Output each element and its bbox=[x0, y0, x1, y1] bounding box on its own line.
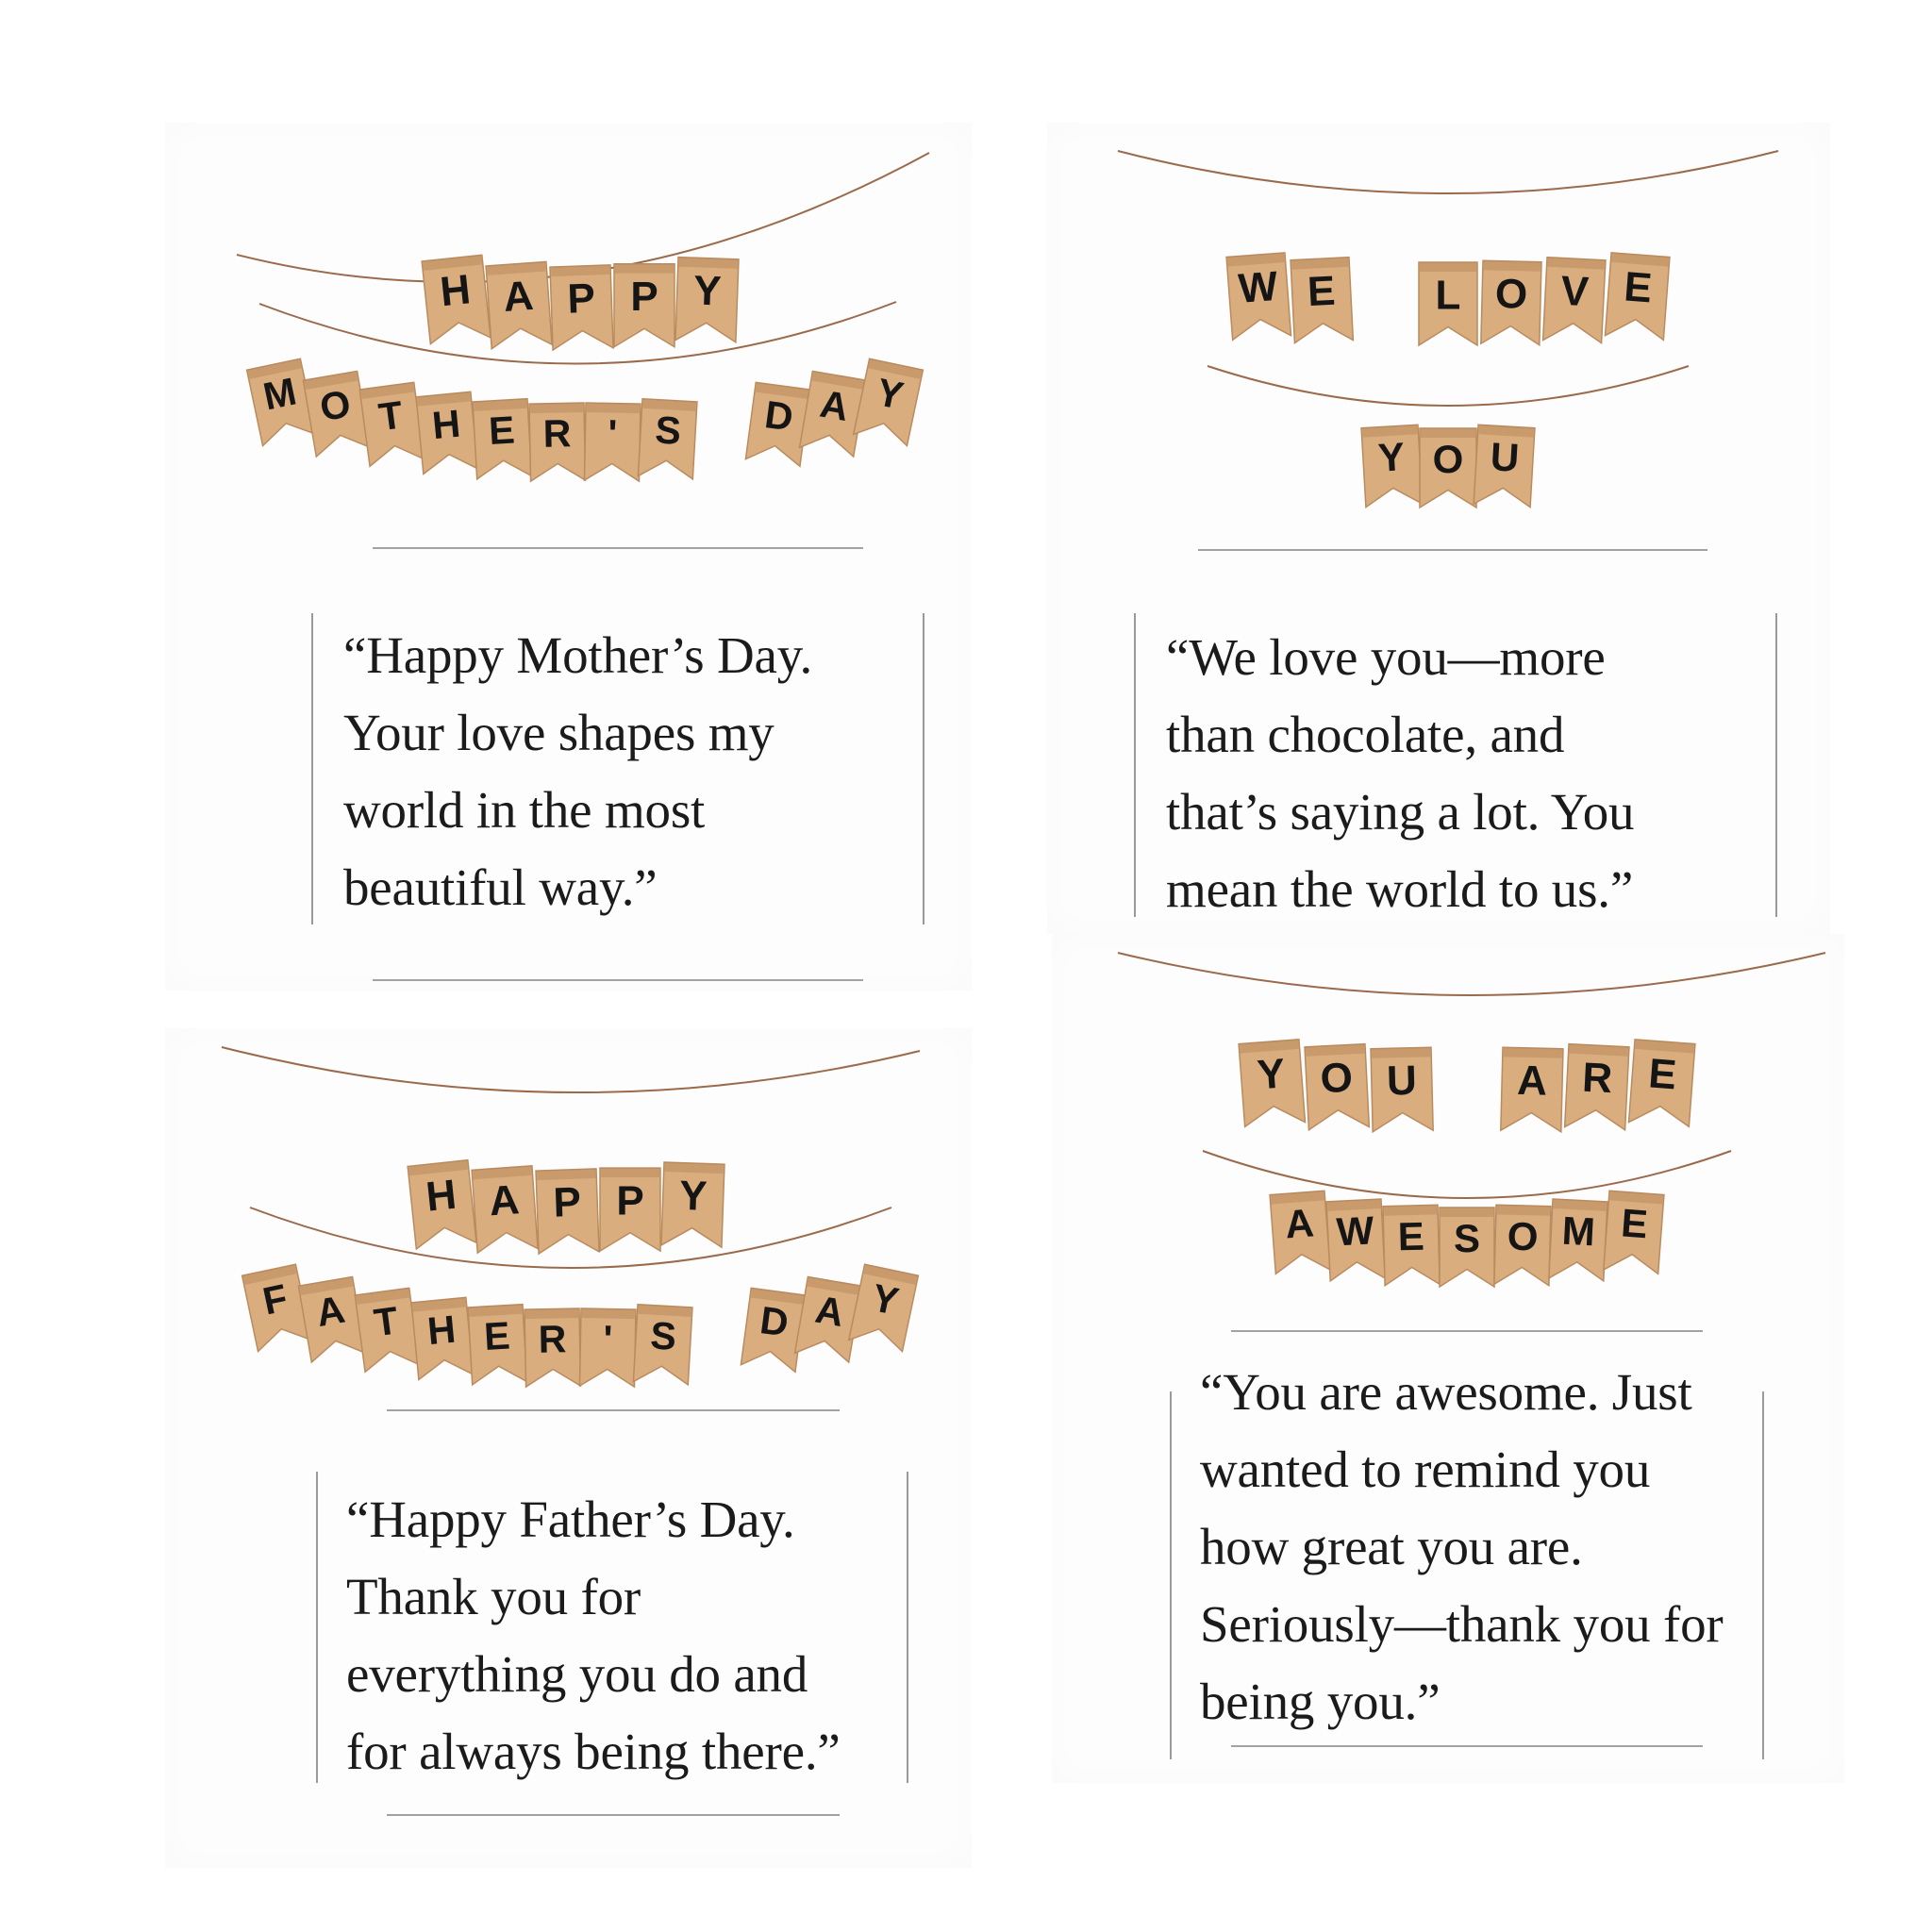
quote-line: Thank you for bbox=[346, 1568, 641, 1625]
bunting-flag bbox=[1291, 258, 1353, 343]
bunting-flag bbox=[298, 1276, 365, 1362]
bunting-letter: H bbox=[424, 1171, 459, 1221]
bunting-letter: A bbox=[1283, 1200, 1316, 1247]
divider-bottom bbox=[1231, 1745, 1703, 1747]
quote-line: “We love you—more bbox=[1166, 628, 1606, 686]
quote-line: “Happy Mother’s Day. bbox=[343, 626, 812, 684]
bunting-letter: A bbox=[487, 1176, 521, 1225]
bunting-letter: O bbox=[316, 381, 355, 430]
quote-line: being you.” bbox=[1200, 1673, 1441, 1730]
divider-bottom bbox=[373, 979, 863, 981]
bunting-letter: E bbox=[1397, 1213, 1425, 1259]
bunting-letter: E bbox=[1622, 263, 1654, 312]
quote-frame bbox=[1134, 613, 1777, 917]
card-you-are-awesome bbox=[1052, 934, 1844, 1783]
bunting-fold bbox=[1504, 1047, 1562, 1058]
banner-string bbox=[1203, 1151, 1731, 1198]
bunting-flag bbox=[525, 1308, 581, 1387]
quote-line: Seriously—thank you for bbox=[1200, 1595, 1724, 1653]
bunting-flag bbox=[1604, 1191, 1664, 1274]
bunting-flag bbox=[247, 358, 317, 445]
bunting-flag bbox=[638, 399, 697, 479]
bunting-letter: W bbox=[1335, 1208, 1375, 1255]
bunting-letter: E bbox=[1646, 1050, 1678, 1099]
bunting-flag bbox=[486, 261, 552, 348]
bunting-letter: P bbox=[616, 1177, 644, 1224]
bunting-flag bbox=[408, 1160, 476, 1249]
bunting-letter: Y bbox=[868, 1275, 903, 1324]
banner-mothers-day bbox=[165, 123, 972, 519]
bunting-flag bbox=[1543, 258, 1606, 343]
bunting-flag bbox=[1270, 1191, 1330, 1274]
bunting-flag bbox=[800, 371, 867, 457]
bunting-flag bbox=[579, 1308, 636, 1387]
bunting-fold bbox=[1484, 260, 1541, 271]
bunting-flag bbox=[1549, 1199, 1607, 1281]
bunting-fold bbox=[1420, 262, 1476, 272]
bunting-flag bbox=[1305, 1044, 1369, 1130]
bunting-letter: A bbox=[1516, 1057, 1548, 1105]
quote-frame bbox=[1170, 1363, 1764, 1759]
bunting-letter: A bbox=[817, 381, 853, 430]
bunting-letter: R bbox=[538, 1317, 567, 1361]
banner-we-love-you bbox=[1047, 123, 1830, 519]
bunting-fold bbox=[1372, 1047, 1430, 1058]
bunting-letter: Y bbox=[1376, 434, 1407, 480]
divider-top bbox=[1231, 1330, 1703, 1332]
bunting-letter: D bbox=[758, 1298, 791, 1345]
bunting-letter: P bbox=[552, 1178, 582, 1226]
bunting-letter: F bbox=[258, 1275, 291, 1324]
bunting-letter: O bbox=[1507, 1213, 1540, 1259]
quote-frame bbox=[316, 1472, 908, 1783]
bunting-letter: M bbox=[259, 369, 301, 419]
banner-you-are-awesome bbox=[1052, 934, 1844, 1330]
banner-string bbox=[1118, 151, 1778, 193]
bunting-letter: A bbox=[312, 1287, 348, 1336]
banner-fathers-day bbox=[165, 1028, 972, 1424]
banner-string bbox=[1118, 953, 1825, 995]
bunting-flag bbox=[1501, 1047, 1563, 1132]
quote-text bbox=[346, 1481, 841, 1790]
bunting-flag bbox=[1326, 1199, 1385, 1281]
bunting-letter: T bbox=[371, 1298, 401, 1345]
bunting-letter: O bbox=[1432, 437, 1464, 482]
bunting-letter: E bbox=[1619, 1200, 1650, 1247]
bunting-letter: L bbox=[1435, 272, 1461, 319]
bunting-letter: S bbox=[649, 1313, 678, 1358]
bunting-flag bbox=[854, 358, 924, 445]
bunting-letter: H bbox=[438, 266, 474, 316]
bunting-letter: ' bbox=[608, 411, 618, 456]
bunting-flag bbox=[741, 1288, 805, 1372]
quote-line: world in the most bbox=[343, 781, 706, 839]
bunting-letter: M bbox=[1560, 1208, 1597, 1255]
quote-line: how great you are. bbox=[1200, 1518, 1583, 1575]
card-mothers-day bbox=[165, 123, 972, 991]
bunting-flag bbox=[355, 1288, 419, 1372]
quote-line: “You are awesome. Just bbox=[1200, 1363, 1692, 1421]
bunting-letter: Y bbox=[1256, 1050, 1288, 1099]
quote-line: “Happy Father’s Day. bbox=[346, 1491, 795, 1548]
bunting-letter: A bbox=[812, 1287, 848, 1336]
bunting-flag bbox=[661, 1162, 724, 1247]
card-fathers-day bbox=[165, 1028, 972, 1868]
bunting-flag bbox=[536, 1169, 599, 1254]
quote-line: beautiful way.” bbox=[343, 858, 658, 916]
bunting-flag bbox=[1239, 1040, 1305, 1127]
bunting-letter: ' bbox=[603, 1317, 613, 1361]
bunting-flag bbox=[1606, 253, 1670, 340]
bunting-letter: E bbox=[1306, 267, 1337, 316]
bunting-letter: R bbox=[542, 411, 572, 456]
bunting-letter: S bbox=[1453, 1216, 1481, 1261]
bunting-letter: Y bbox=[692, 267, 723, 315]
quote-line: than chocolate, and bbox=[1166, 706, 1565, 763]
bunting-letter: D bbox=[762, 392, 796, 440]
banner-string bbox=[237, 153, 929, 282]
quote-line: everything you do and bbox=[346, 1645, 808, 1703]
bunting-letter: S bbox=[654, 408, 683, 453]
bunting-flag bbox=[1440, 1208, 1494, 1287]
bunting-flag bbox=[411, 1297, 473, 1379]
quote-text bbox=[1166, 619, 1634, 928]
bunting-letter: V bbox=[1559, 267, 1591, 316]
quote-line: mean the world to us.” bbox=[1166, 860, 1634, 918]
bunting-flag bbox=[1361, 425, 1423, 507]
bunting-flag bbox=[633, 1305, 692, 1385]
bunting-flag bbox=[473, 399, 532, 479]
quote-frame bbox=[311, 613, 924, 924]
divider-top bbox=[1198, 549, 1707, 551]
bunting-letter: O bbox=[1494, 270, 1528, 318]
bunting-letter: Y bbox=[873, 370, 908, 418]
bunting-flag bbox=[614, 264, 675, 347]
bunting-flag bbox=[359, 382, 424, 466]
divider-top bbox=[373, 547, 863, 549]
quote-line: that’s saying a lot. You bbox=[1166, 783, 1635, 841]
quote-line: Your love shapes my bbox=[343, 704, 774, 761]
quote-text bbox=[1200, 1354, 1724, 1740]
bunting-letter: R bbox=[1581, 1054, 1614, 1103]
bunting-flag bbox=[422, 255, 491, 343]
bunting-flag bbox=[468, 1305, 527, 1385]
bunting-letter: W bbox=[1237, 262, 1280, 312]
bunting-flag bbox=[1371, 1047, 1433, 1132]
bunting-letter: O bbox=[1319, 1054, 1355, 1103]
bunting-letter: U bbox=[1386, 1057, 1418, 1105]
bunting-flag bbox=[675, 258, 739, 342]
divider-bottom bbox=[387, 1814, 840, 1816]
bunting-flag bbox=[745, 382, 809, 466]
bunting-letter: H bbox=[430, 401, 462, 448]
banner-string bbox=[1208, 366, 1689, 406]
bunting-flag bbox=[1629, 1040, 1695, 1127]
bunting-flag bbox=[849, 1264, 919, 1351]
bunting-letter: E bbox=[487, 408, 516, 453]
bunting-flag bbox=[529, 403, 586, 481]
bunting-flag bbox=[1494, 1205, 1551, 1285]
bunting-flag bbox=[242, 1264, 312, 1351]
quote-text bbox=[343, 617, 812, 926]
bunting-flag bbox=[1420, 428, 1476, 508]
bunting-fold bbox=[615, 264, 674, 274]
bunting-flag bbox=[1226, 253, 1291, 340]
bunting-flag bbox=[416, 391, 477, 474]
bunting-flag bbox=[303, 371, 370, 457]
bunting-flag bbox=[1383, 1205, 1440, 1285]
quote-line: for always being there.” bbox=[346, 1723, 841, 1780]
bunting-flag bbox=[600, 1168, 660, 1251]
divider-top bbox=[387, 1409, 840, 1411]
bunting-flag bbox=[1481, 260, 1541, 345]
bunting-flag bbox=[550, 265, 613, 350]
bunting-letter: A bbox=[501, 272, 535, 321]
bunting-flag bbox=[472, 1166, 538, 1253]
bunting-flag bbox=[1474, 425, 1535, 507]
bunting-flag bbox=[1565, 1044, 1629, 1130]
bunting-letter: P bbox=[630, 273, 658, 320]
bunting-letter: T bbox=[375, 392, 406, 440]
quote-line: wanted to remind you bbox=[1200, 1441, 1651, 1498]
bunting-flag bbox=[795, 1276, 862, 1362]
card-we-love-you bbox=[1047, 123, 1830, 934]
bunting-flag bbox=[1419, 262, 1477, 345]
banner-string bbox=[222, 1047, 920, 1092]
bunting-letter: H bbox=[425, 1307, 458, 1354]
bunting-letter: Y bbox=[678, 1172, 708, 1220]
bunting-fold bbox=[601, 1168, 659, 1177]
bunting-flag bbox=[584, 403, 641, 481]
bunting-letter: P bbox=[566, 275, 596, 323]
bunting-letter: U bbox=[1489, 434, 1521, 480]
bunting-letter: E bbox=[482, 1313, 511, 1358]
